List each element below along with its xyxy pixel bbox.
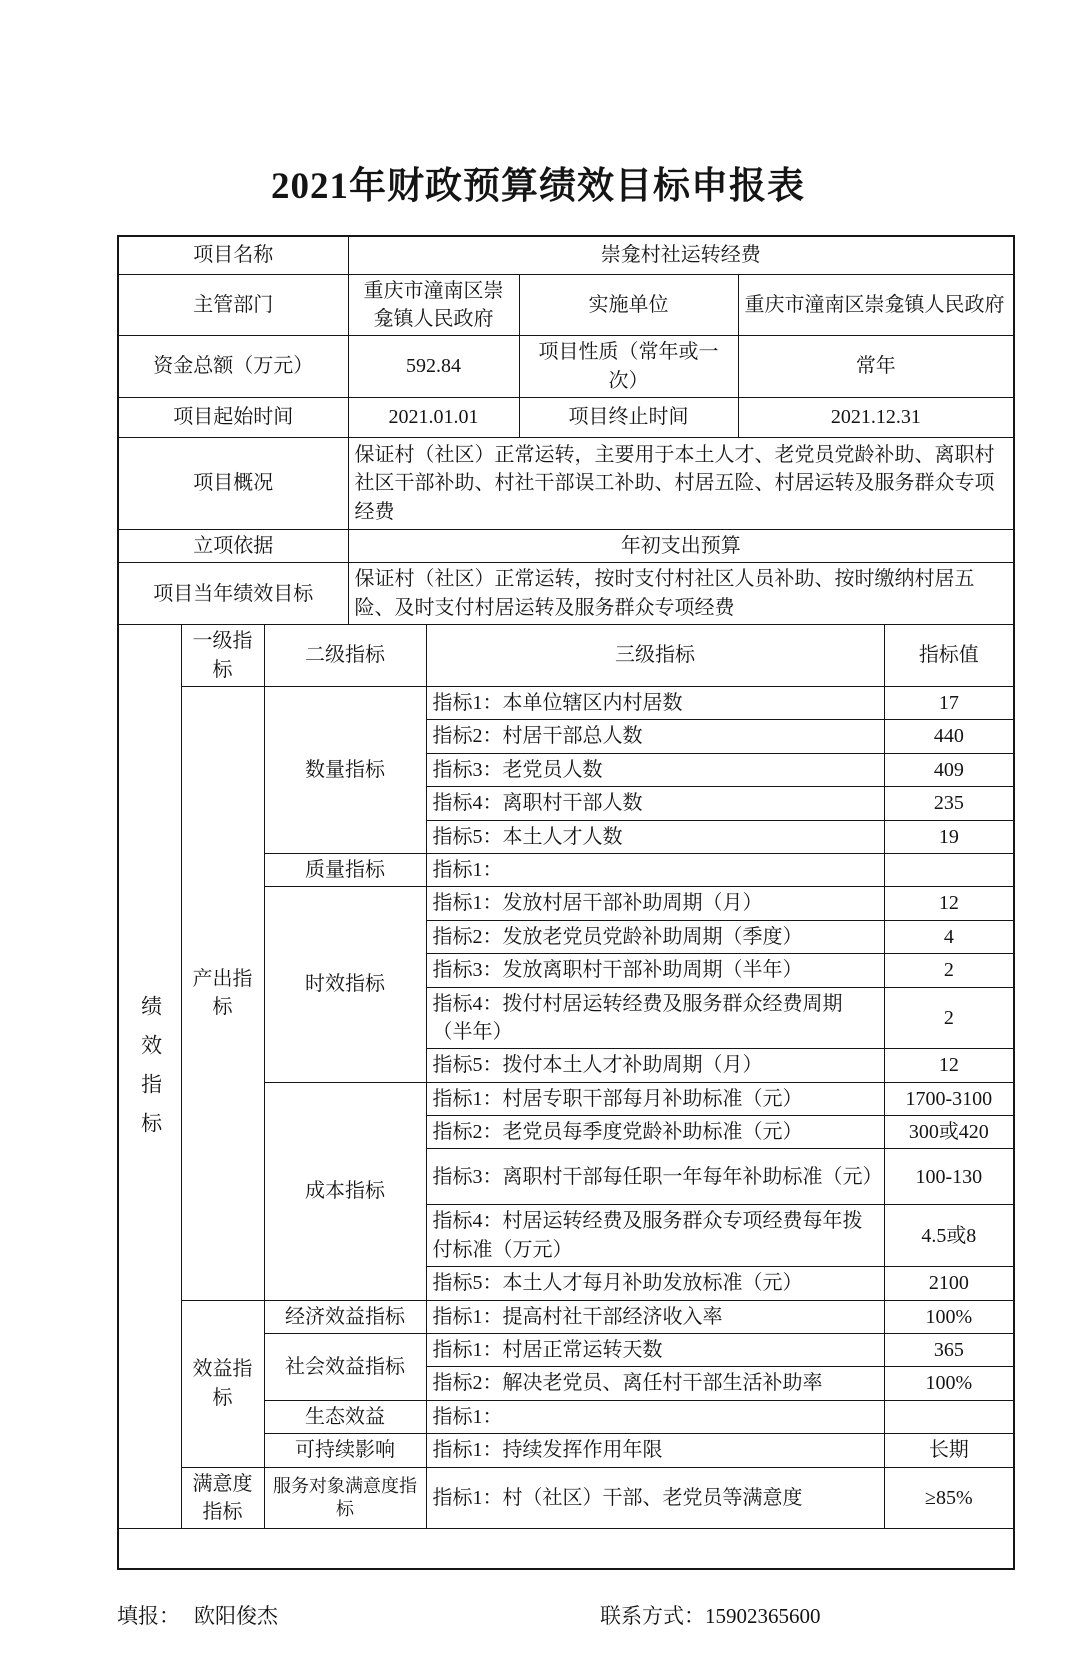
row-fund-nature (118, 336, 1014, 398)
overview-label: 项目概况 (118, 438, 348, 530)
filler-name: 欧阳俊杰 (194, 1603, 278, 1628)
indicator-value-cell (884, 1400, 1014, 1433)
indicator-name-cell: 指标1：持续发挥作用年限 (426, 1434, 884, 1467)
indicator-name-cell: 指标3：老党员人数 (426, 753, 884, 786)
group-output-label: 产出指标 (181, 687, 264, 1301)
indicator-value-cell: 4 (884, 920, 1014, 953)
indicator-name-cell: 指标1：村居正常运转天数 (426, 1334, 884, 1367)
indicator-name-cell: 指标2：发放老党员党龄补助周期（季度） (426, 920, 884, 953)
subgroup-economic-label: 经济效益指标 (264, 1300, 426, 1333)
fund-value: 592.84 (348, 336, 519, 398)
indicator-value-cell: 100-130 (884, 1149, 1014, 1205)
indicator-row (118, 687, 1014, 720)
start-value: 2021.01.01 (348, 398, 519, 438)
indicator-value-cell: 100% (884, 1367, 1014, 1400)
dept-value: 重庆市潼南区崇龛镇人民政府 (348, 274, 519, 336)
row-departments (118, 274, 1014, 336)
target-value: 保证村（社区）正常运转，按时支付村社区人员补助、按时缴纳村居五险、及时支付村居运转及服务群众专项经费 (348, 563, 1014, 625)
indicator-name-cell: 指标1： (426, 1400, 884, 1433)
performance-indicator-side-label (118, 625, 181, 1529)
indicator-name-cell: 指标4：村居运转经费及服务群众专项经费每年拨付标准（万元） (426, 1205, 884, 1267)
indicator-row (118, 1467, 1014, 1529)
nature-label: 项目性质（常年或一次） (519, 336, 738, 398)
indicator-value-cell: 17 (884, 687, 1014, 720)
subgroup-timeliness-label: 时效指标 (264, 887, 426, 1082)
contact-block (600, 1600, 821, 1630)
group-satisfaction-label: 满意度指标 (181, 1467, 264, 1529)
target-label: 项目当年绩效目标 (118, 563, 348, 625)
indicator-name-cell: 指标4：拨付村居运转经费及服务群众经费周期（半年） (426, 987, 884, 1049)
indicator-name-cell: 指标1：村（社区）干部、老党员等满意度 (426, 1467, 884, 1529)
row-empty-bottom (118, 1529, 1014, 1569)
subgroup-social-label: 社会效益指标 (264, 1334, 426, 1401)
subgroup-cost-label: 成本指标 (264, 1082, 426, 1300)
impl-label: 实施单位 (519, 274, 738, 336)
indicator-value-cell: 12 (884, 1049, 1014, 1082)
indicator-value-cell: 365 (884, 1334, 1014, 1367)
indicator-value-cell: 4.5或8 (884, 1205, 1014, 1267)
indicator-name-cell: 指标5：本土人才每月补助发放标准（元） (426, 1267, 884, 1300)
indicator-value-cell: 2 (884, 954, 1014, 987)
impl-value: 重庆市潼南区崇龛镇人民政府 (738, 274, 1014, 336)
form-footer (117, 1600, 1013, 1630)
indicator-name-cell: 指标5：拨付本土人才补助周期（月） (426, 1049, 884, 1082)
header-value: 指标值 (884, 625, 1014, 687)
subgroup-sustain-label: 可持续影响 (264, 1434, 426, 1467)
indicator-name-cell: 指标5：本土人才人数 (426, 820, 884, 853)
indicator-value-cell: 100% (884, 1300, 1014, 1333)
project-name-value: 崇龛村社运转经费 (348, 236, 1014, 274)
indicator-value-cell: 1700-3100 (884, 1082, 1014, 1115)
indicator-value-cell: 235 (884, 787, 1014, 820)
indicator-name-cell: 指标2：村居干部总人数 (426, 720, 884, 753)
indicator-name-cell: 指标1： (426, 853, 884, 886)
row-overview (118, 438, 1014, 530)
indicator-name-cell: 指标2：解决老党员、离任村干部生活补助率 (426, 1367, 884, 1400)
indicator-name-cell: 指标1：村居专职干部每月补助标准（元） (426, 1082, 884, 1115)
subgroup-quantity-label: 数量指标 (264, 687, 426, 854)
row-dates (118, 398, 1014, 438)
budget-performance-form-table (117, 235, 1015, 1570)
indicator-name-cell: 指标1：提高村社干部经济收入率 (426, 1300, 884, 1333)
header-level1: 一级指标 (181, 625, 264, 687)
contact-number: 15902365600 (705, 1603, 821, 1628)
filler-label: 填报： (117, 1603, 180, 1628)
end-label: 项目终止时间 (519, 398, 738, 438)
indicator-name-cell: 指标3：离职村干部每任职一年每年补助标准（元） (426, 1149, 884, 1205)
header-level3: 三级指标 (426, 625, 884, 687)
indicator-row (118, 1300, 1014, 1333)
indicator-value-cell: 409 (884, 753, 1014, 786)
nature-value: 常年 (738, 336, 1014, 398)
indicator-value-cell: 12 (884, 887, 1014, 920)
indicator-value-cell: 440 (884, 720, 1014, 753)
document-page (0, 155, 1075, 1675)
row-basis (118, 530, 1014, 563)
end-value: 2021.12.31 (738, 398, 1014, 438)
start-label: 项目起始时间 (118, 398, 348, 438)
row-annual-target (118, 563, 1014, 625)
header-level2: 二级指标 (264, 625, 426, 687)
project-name-label: 项目名称 (118, 236, 348, 274)
basis-label: 立项依据 (118, 530, 348, 563)
fund-label: 资金总额（万元） (118, 336, 348, 398)
row-indicator-header (118, 625, 1014, 687)
indicator-name-cell: 指标1：本单位辖区内村居数 (426, 687, 884, 720)
page-title: 2021年财政预算绩效目标申报表 (271, 166, 805, 207)
indicator-value-cell: 2 (884, 987, 1014, 1049)
indicator-value-cell (884, 853, 1014, 886)
row-project-name (118, 236, 1014, 274)
indicator-value-cell: 长期 (884, 1434, 1014, 1467)
filler-block (117, 1600, 600, 1630)
group-benefit-label: 效益指标 (181, 1300, 264, 1467)
empty-cell (118, 1529, 1014, 1569)
indicator-value-cell: 2100 (884, 1267, 1014, 1300)
basis-value: 年初支出预算 (348, 530, 1014, 563)
indicator-name-cell: 指标3：发放离职村干部补助周期（半年） (426, 954, 884, 987)
contact-label: 联系方式： (600, 1603, 705, 1628)
subgroup-quality-label: 质量指标 (264, 853, 426, 886)
overview-value: 保证村（社区）正常运转，主要用于本土人才、老党员党龄补助、离职村社区干部补助、村社干部误工补助、村居五险、村居运转及服务群众专项经费 (348, 438, 1014, 530)
subgroup-service-satisfaction-label: 服务对象满意度指标 (264, 1467, 426, 1529)
indicator-name-cell: 指标1：发放村居干部补助周期（月） (426, 887, 884, 920)
indicator-name-cell: 指标4：离职村干部人数 (426, 787, 884, 820)
indicator-value-cell: ≥85% (884, 1467, 1014, 1529)
indicator-name-cell: 指标2：老党员每季度党龄补助标准（元） (426, 1116, 884, 1149)
indicator-value-cell: 300或420 (884, 1116, 1014, 1149)
dept-label: 主管部门 (118, 274, 348, 336)
performance-indicator-side-text: 绩效指标 (138, 994, 163, 1151)
subgroup-ecological-label: 生态效益 (264, 1400, 426, 1433)
indicator-value-cell: 19 (884, 820, 1014, 853)
